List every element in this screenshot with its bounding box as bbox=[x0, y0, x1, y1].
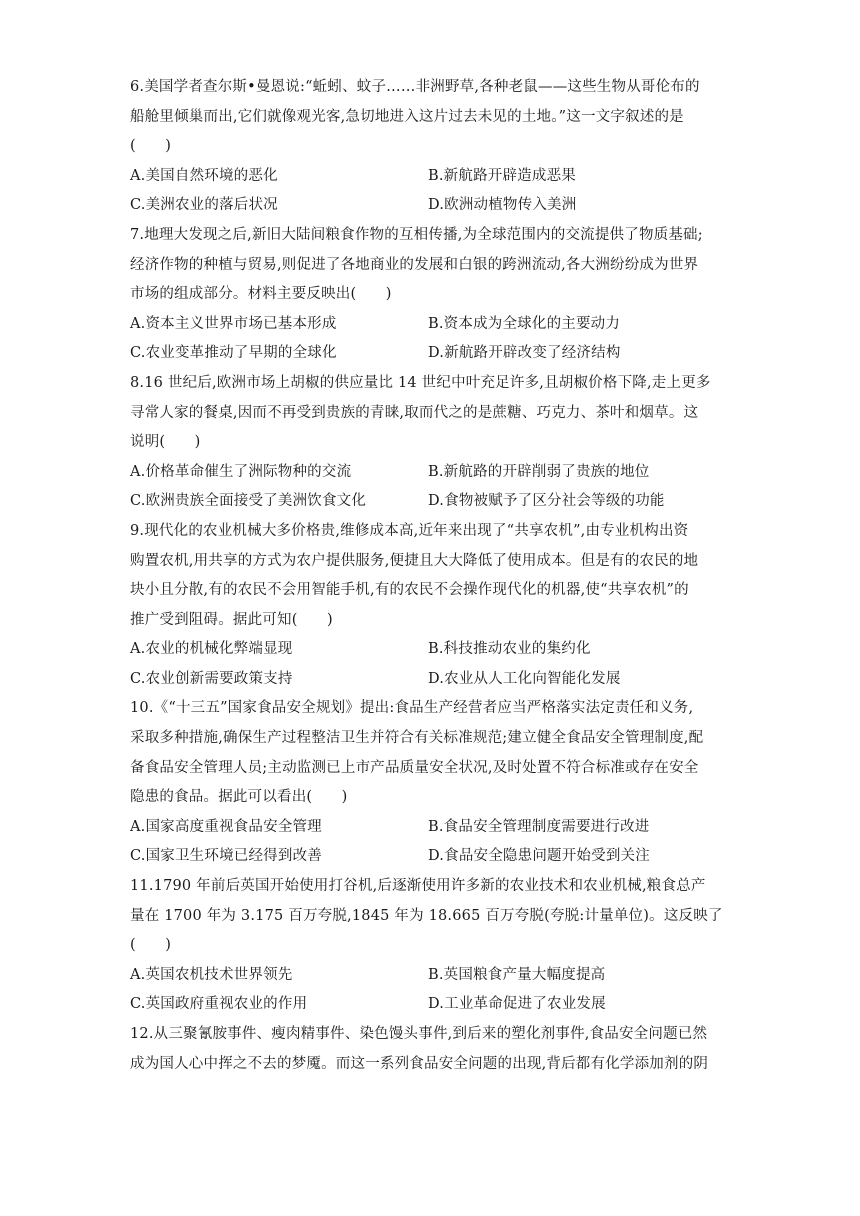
question-text-line: 经济作物的种植与贸易,则促进了各地商业的发展和白银的跨洲流动,各大洲纷纷成为世界 bbox=[130, 256, 699, 273]
answer-option-b: B.科技推动农业的集约化 bbox=[428, 641, 591, 658]
question-text-line: 船舱里倾巢而出,它们就像观光客,急切地进入这片过去未见的土地。”这一文字叙述的是 bbox=[130, 108, 684, 125]
question-text-line: 备食品安全管理人员;主动监测已上市产品质量安全状况,及时处置不符合标准或存在安全 bbox=[130, 759, 699, 776]
question-10 bbox=[130, 694, 730, 872]
answer-option-c: C.国家卫生环境已经得到改善 bbox=[130, 848, 322, 865]
answer-options bbox=[130, 961, 730, 1020]
answer-option-c: C.欧洲贵族全面接受了美洲饮食文化 bbox=[130, 493, 367, 510]
answer-option-c: C.英国政府重视农业的作用 bbox=[130, 996, 308, 1013]
question-9 bbox=[130, 517, 730, 695]
question-text-line: 7.地理大发现之后,新旧大陆间粮食作物的互相传播,为全球范围内的交流提供了物质基础; bbox=[130, 226, 703, 243]
answer-options bbox=[130, 813, 730, 872]
question-12 bbox=[130, 1020, 730, 1079]
question-text-line: 推广受到阻碍。据此可知( ) bbox=[130, 611, 333, 628]
answer-options bbox=[130, 458, 730, 517]
answer-option-a: A.美国自然环境的恶化 bbox=[130, 167, 278, 184]
question-text-line: 12.从三聚氰胺事件、瘦肉精事件、染色馒头事件,到后来的塑化剂事件,食品安全问题已然 bbox=[130, 1026, 708, 1042]
answer-option-b: B.新航路的开辟削弱了贵族的地位 bbox=[428, 463, 650, 480]
answer-option-d: D.工业革命促进了农业发展 bbox=[428, 996, 606, 1013]
answer-options bbox=[130, 162, 730, 221]
answer-option-b: B.新航路开辟造成恶果 bbox=[428, 167, 576, 184]
answer-option-c: C.农业创新需要政策支持 bbox=[130, 670, 293, 687]
question-text-line: 说明( ) bbox=[130, 434, 201, 451]
answer-options bbox=[130, 310, 730, 369]
answer-options bbox=[130, 635, 730, 694]
answer-option-a: A.国家高度重视食品安全管理 bbox=[130, 818, 322, 835]
answer-option-a: A.英国农机技术世界领先 bbox=[130, 966, 293, 983]
question-text-line: 采取多种措施,确保生产过程整洁卫生并符合有关标准规范;建立健全食品安全管理制度,配 bbox=[130, 730, 704, 747]
answer-option-d: D.新航路开辟改变了经济结构 bbox=[428, 345, 621, 362]
answer-option-a: A.农业的机械化弊端显现 bbox=[130, 641, 293, 658]
question-8 bbox=[130, 369, 730, 517]
question-7 bbox=[130, 221, 730, 369]
question-text-line: 10.《“十三五”国家食品安全规划》提出:食品生产经营者应当严格落实法定责任和义务, bbox=[130, 700, 694, 717]
answer-option-b: B.食品安全管理制度需要进行改进 bbox=[428, 818, 650, 835]
question-text-line: ( ) bbox=[130, 937, 172, 954]
question-text-line: ( ) bbox=[130, 138, 172, 155]
question-text-line: 量在 1700 年为 3.175 百万夸脱,1845 年为 18.665 百万夸脱(夸脱:计量单位)。这反映了 bbox=[130, 907, 723, 924]
answer-option-c: C.美洲农业的落后状况 bbox=[130, 197, 278, 214]
question-text-line: 隐患的食品。据此可以看出( ) bbox=[130, 789, 348, 806]
question-text-line: 6.美国学者查尔斯•曼恩说:“蚯蚓、蚊子……非洲野草,各种老鼠——这些生物从哥伦布的 bbox=[130, 79, 700, 95]
question-text-line: 市场的组成部分。材料主要反映出( ) bbox=[130, 286, 392, 303]
question-list bbox=[130, 73, 730, 1079]
answer-option-b: B.资本成为全球化的主要动力 bbox=[428, 315, 621, 332]
question-11 bbox=[130, 872, 730, 1020]
question-text-line: 寻常人家的餐桌,因而不再受到贵族的青睐,取而代之的是蔗糖、巧克力、茶叶和烟草。这 bbox=[130, 404, 699, 421]
answer-option-d: D.欧洲动植物传入美洲 bbox=[428, 197, 577, 214]
answer-option-b: B.英国粮食产量大幅度提高 bbox=[428, 966, 606, 983]
question-text-line: 11.1790 年前后英国开始使用打谷机,后逐渐使用许多新的农业技术和农业机械,粮食总产 bbox=[130, 878, 706, 895]
question-text-line: 购置农机,用共享的方式为农户提供服务,便捷且大大降低了使用成本。但是有的农民的地 bbox=[130, 552, 699, 569]
answer-option-d: D.食品安全隐患问题开始受到关注 bbox=[428, 848, 650, 865]
answer-option-d: D.食物被赋予了区分社会等级的功能 bbox=[428, 493, 665, 510]
answer-option-a: A.资本主义世界市场已基本形成 bbox=[130, 315, 337, 332]
answer-option-c: C.农业变革推动了早期的全球化 bbox=[130, 345, 337, 362]
question-text-line: 8.16 世纪后,欧洲市场上胡椒的供应量比 14 世纪中叶充足许多,且胡椒价格下降,走上更多 bbox=[130, 374, 711, 391]
question-text-line: 成为国人心中挥之不去的梦魇。而这一系列食品安全问题的出现,背后都有化学添加剂的阴 bbox=[130, 1055, 709, 1072]
question-text-line: 9.现代化的农业机械大多价格贵,维修成本高,近年来出现了“共享农机”,由专业机构出资 bbox=[130, 522, 689, 539]
answer-option-a: A.价格革命催生了洲际物种的交流 bbox=[130, 463, 352, 480]
question-text-line: 块小且分散,有的农民不会用智能手机,有的农民不会操作现代化的机器,使“共享农机”的 bbox=[130, 582, 689, 599]
answer-option-d: D.农业从人工化向智能化发展 bbox=[428, 670, 621, 687]
question-6 bbox=[130, 73, 730, 221]
